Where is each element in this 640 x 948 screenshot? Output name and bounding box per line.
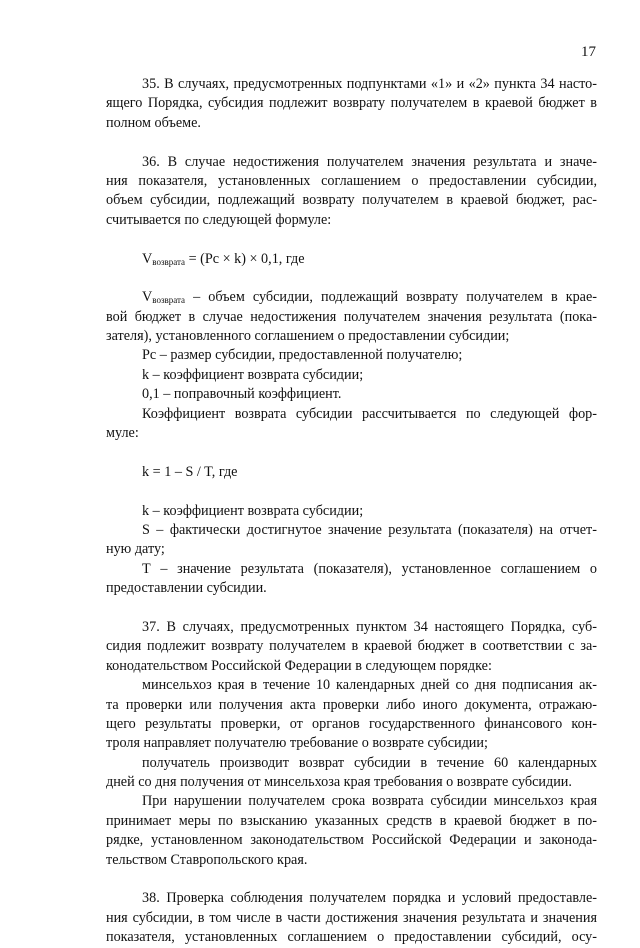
text-line: полном объеме. — [106, 114, 201, 131]
text-line: щего результаты проверки, от органов государственного финансового кон- — [106, 715, 597, 732]
text-line: минсельхоз края в течение 10 календарных дней со дня подписания ак- — [142, 677, 597, 694]
text-line: принимает меры по взысканию указанных средств в краевой бюджет в по- — [106, 812, 597, 829]
paragraph-gap — [106, 870, 597, 889]
text-line: ния субсидии, в том числе в части достижения значения результата и значения — [106, 909, 597, 926]
text-line: 37. В случаях, предусмотренных пунктом 34 настоящего Порядка, суб- — [142, 618, 597, 635]
formula-line — [106, 250, 597, 269]
text-line: Т – значение результата (показателя), установленное соглашением о — [142, 560, 597, 577]
text-line: показателя, установленных соглашением о предоставлении субсидий, осу- — [106, 929, 597, 946]
paragraph-gap — [106, 443, 597, 462]
formula-text: – объем субсидии, подлежащий возврату получателем в крае- — [185, 289, 597, 306]
paragraph-gap — [106, 133, 597, 152]
text-line: k = 1 – S / T, где — [142, 463, 238, 480]
text-line: вой бюджет в случае недостижения получателем значения результата (пока- — [106, 308, 597, 325]
text-line: k – коэффициент возврата субсидии; — [142, 502, 364, 519]
text-line: зателя), установленного соглашением о предоставлении субсидии; — [106, 328, 510, 345]
text-line: сидия подлежит возврату получателем в краевой бюджет в соответствии с за- — [106, 638, 597, 655]
text-line: 38. Проверка соблюдения получателем порядка и условий предоставле- — [142, 890, 597, 907]
text-line: получатель производит возврат субсидии в течение 60 календарных — [142, 754, 597, 771]
variable-subscript: возврата — [152, 256, 186, 267]
variable-symbol: V — [142, 289, 153, 306]
text-line: Коэффициент возврата субсидии рассчитывается по следующей фор- — [142, 405, 597, 422]
text-line: ящего Порядка, субсидия подлежит возврату получателем в краевой бюджет в — [106, 95, 597, 112]
paragraph-gap — [106, 230, 597, 249]
text-line: считывается по следующей формуле: — [106, 211, 332, 228]
text-line: Рс – размер субсидии, предоставленной получателю; — [142, 347, 463, 364]
text-line: троля направляет получателю требование о возврате субсидии; — [106, 735, 488, 752]
text-line: рядке, установленном законодательством Российской Федерации и законода- — [106, 832, 597, 849]
formula-line — [106, 288, 597, 307]
formula-text: = (Рс × k) × 0,1, где — [185, 250, 305, 267]
text-line: k – коэффициент возврата субсидии; — [142, 366, 364, 383]
variable-subscript: возврата — [152, 295, 186, 306]
text-line: муле: — [106, 425, 139, 442]
text-line: ную дату; — [106, 541, 165, 558]
text-line: 36. В случае недостижения получателем значения результата и значе- — [142, 153, 597, 170]
text-line: При нарушении получателем срока возврата субсидии минсельхоз края — [142, 793, 597, 810]
text-line: 0,1 – поправочный коэффициент. — [142, 386, 342, 403]
paragraph-gap — [106, 599, 597, 618]
text-line: та проверки или получения акта проверки либо иного документа, отражаю- — [106, 696, 597, 713]
paragraph-gap — [106, 482, 597, 501]
text-line: тельством Ставропольского края. — [106, 851, 308, 868]
text-line: конодательством Российской Федерации в следующем порядке: — [106, 657, 492, 674]
text-line: ния показателя, установленных соглашением о предоставлении субсидии, — [106, 172, 597, 189]
text-line: объем субсидии, подлежащий возврату получателем в краевой бюджет, рас- — [106, 192, 597, 209]
document-body — [106, 75, 597, 948]
text-line: предоставлении субсидии. — [106, 580, 267, 597]
text-line: S – фактически достигнутое значение результата (показателя) на отчет- — [142, 521, 597, 538]
variable-symbol: V — [142, 250, 153, 267]
text-line: дней со дня получения от минсельхоза края требования о возврате субсидии. — [106, 774, 572, 791]
page-number: 17 — [581, 44, 596, 60]
text-line: 35. В случаях, предусмотренных подпунктами «1» и «2» пункта 34 насто- — [142, 76, 597, 92]
paragraph-gap — [106, 269, 597, 288]
